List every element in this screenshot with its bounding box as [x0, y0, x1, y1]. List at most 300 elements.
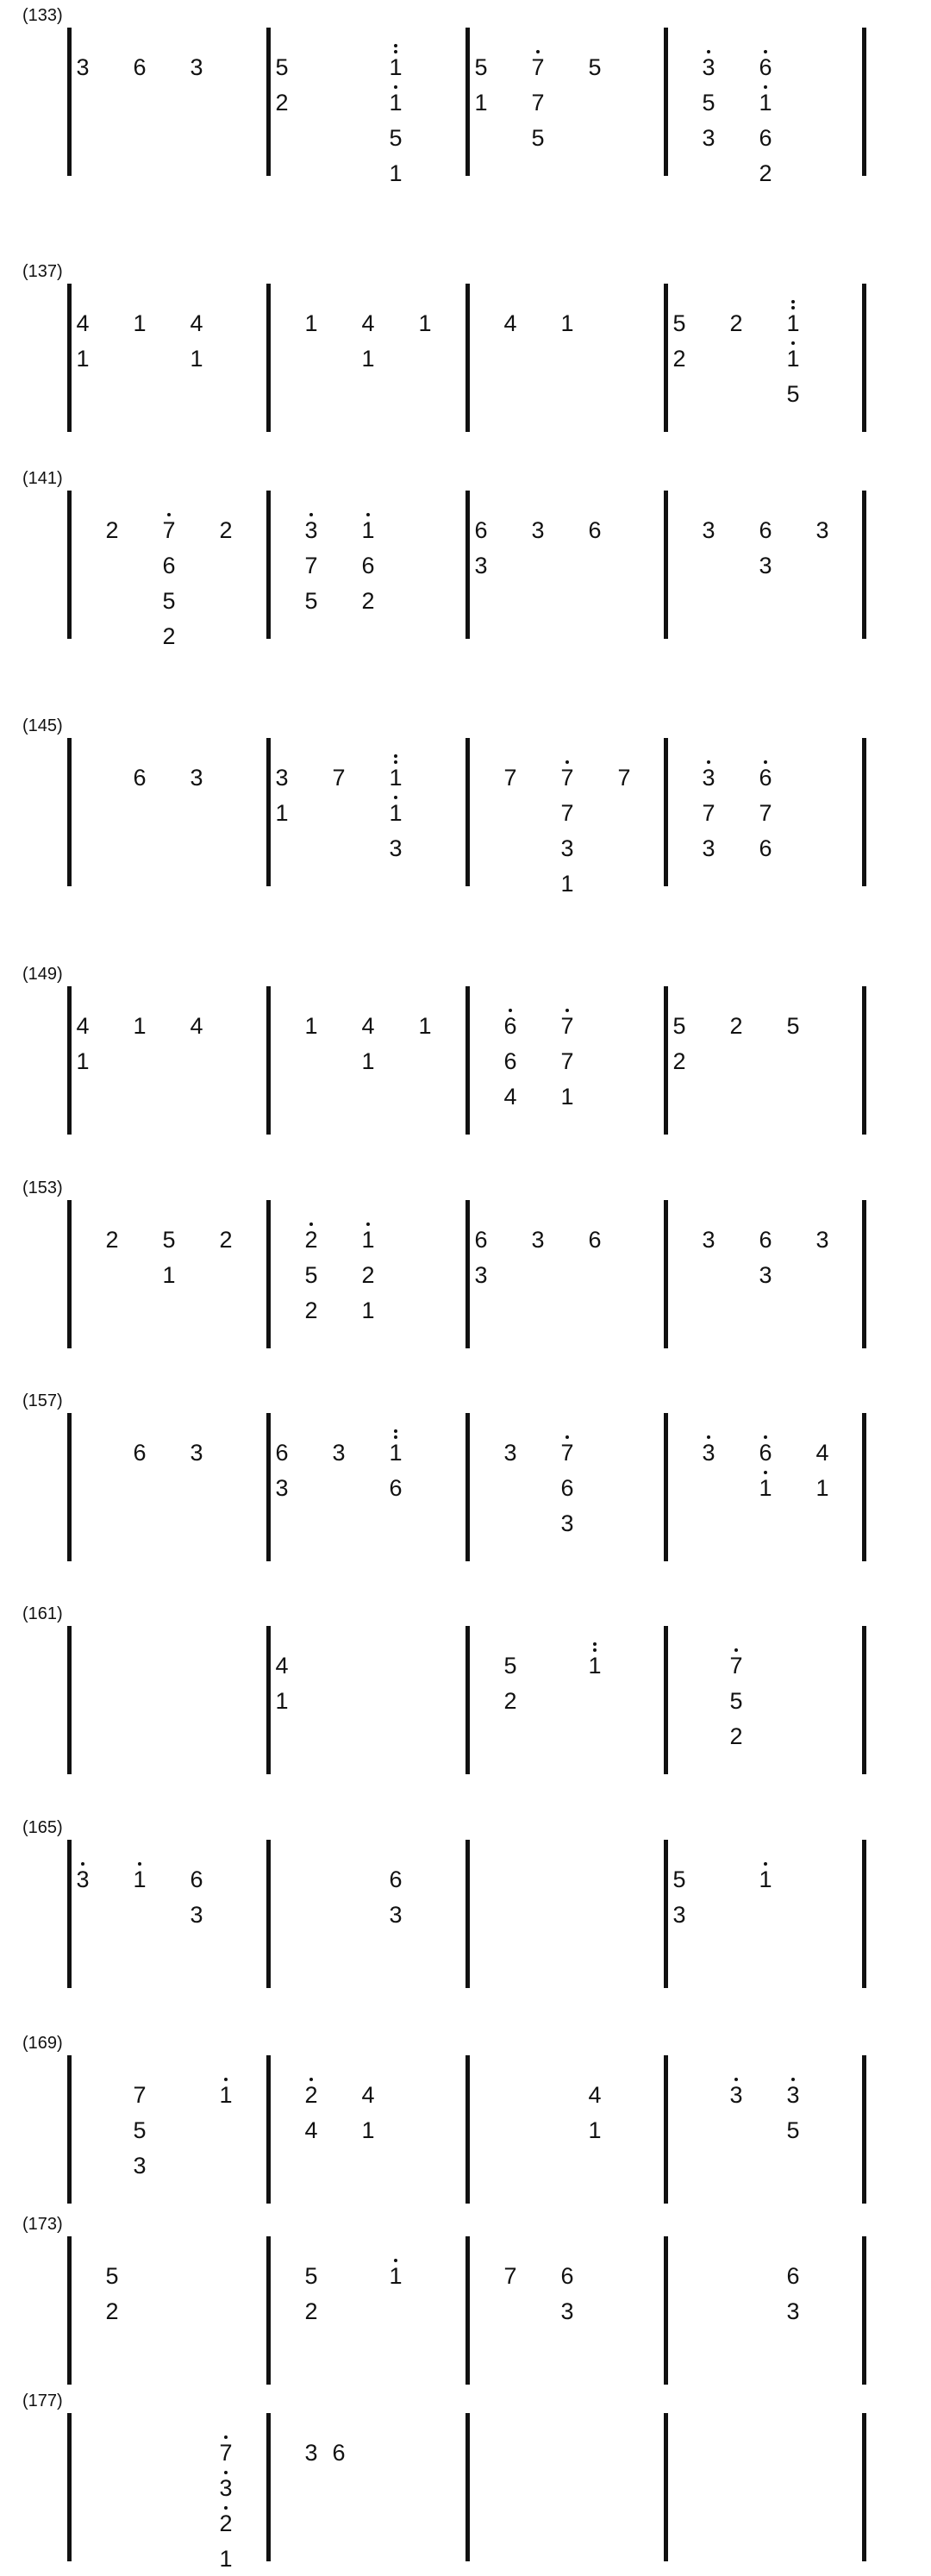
jianpu-note [582, 56, 608, 79]
note-digit: 6 [332, 2440, 346, 2466]
note-digit: 2 [729, 310, 743, 336]
jianpu-note [298, 554, 324, 578]
octave-dot [791, 2078, 795, 2081]
note-digit: 5 [304, 1262, 318, 1288]
note-digit: 6 [759, 125, 772, 151]
measure-number: (137) [22, 262, 63, 281]
jianpu-note [582, 2084, 608, 2107]
note-digit: 2 [162, 623, 176, 649]
note-digit: 3 [702, 1227, 715, 1253]
note-digit: 7 [560, 1048, 574, 1074]
note-digit: 1 [560, 310, 574, 336]
jianpu-note [156, 590, 182, 613]
barline [664, 2055, 668, 2204]
jianpu-note [582, 2119, 608, 2142]
note-digit: 1 [759, 1866, 772, 1892]
barline [266, 1200, 271, 1348]
note-digit: 3 [474, 1262, 488, 1288]
jianpu-note [666, 1868, 692, 1891]
jianpu-note [723, 1690, 749, 1713]
jianpu-note [525, 519, 551, 542]
octave-dot [734, 2078, 738, 2081]
jianpu-note [70, 56, 96, 79]
note-digit: 1 [304, 310, 318, 336]
octave-dot [707, 1435, 710, 1439]
jianpu-note [696, 766, 722, 790]
barline [266, 2055, 271, 2204]
jianpu-note [184, 1015, 209, 1038]
barline [862, 738, 866, 886]
note-digit: 2 [672, 1048, 686, 1074]
jianpu-note [753, 1441, 778, 1465]
note-digit: 7 [531, 54, 545, 80]
note-digit: 5 [786, 2117, 800, 2143]
note-digit: 4 [361, 310, 375, 336]
note-digit: 1 [361, 1227, 375, 1253]
note-digit: 6 [759, 54, 772, 80]
note-digit: 1 [588, 1653, 602, 1679]
note-digit: 4 [503, 310, 517, 336]
jianpu-note [355, 519, 381, 542]
note-digit: 4 [361, 1013, 375, 1039]
note-digit: 7 [617, 765, 631, 791]
note-digit: 4 [304, 2117, 318, 2143]
jianpu-note [298, 2265, 324, 2288]
jianpu-note [468, 56, 494, 79]
barline [664, 491, 668, 639]
note-digit: 4 [503, 1084, 517, 1110]
note-digit: 7 [560, 1013, 574, 1039]
jianpu-note [554, 802, 580, 825]
jianpu-note [269, 802, 295, 825]
note-digit: 1 [389, 54, 403, 80]
note-digit: 1 [275, 1688, 289, 1714]
barline [266, 986, 271, 1135]
note-digit: 3 [729, 2082, 743, 2108]
note-digit: 3 [702, 835, 715, 861]
barline [67, 2413, 72, 2561]
note-digit: 3 [560, 2298, 574, 2324]
jianpu-note [298, 1264, 324, 1287]
jianpu-note [355, 1264, 381, 1287]
note-digit: 4 [76, 310, 90, 336]
barline [466, 284, 470, 432]
jianpu-note [298, 2119, 324, 2142]
jianpu-note [213, 2084, 239, 2107]
barline [466, 738, 470, 886]
note-digit: 1 [76, 346, 90, 372]
note-digit: 5 [503, 1653, 517, 1679]
jianpu-note [554, 1050, 580, 1073]
note-digit: 5 [729, 1688, 743, 1714]
barline [466, 1413, 470, 1561]
jianpu-note [127, 2119, 153, 2142]
octave-dot [764, 1862, 767, 1866]
jianpu-note [723, 2084, 749, 2107]
jianpu-note [127, 312, 153, 335]
jianpu-note [269, 1441, 295, 1465]
barline [862, 284, 866, 432]
jianpu-note [127, 56, 153, 79]
jianpu-note [696, 56, 722, 79]
jianpu-note [525, 127, 551, 150]
jianpu-note [298, 1229, 324, 1252]
note-digit: 6 [389, 1475, 403, 1501]
jianpu-note [780, 2300, 806, 2323]
note-digit: 1 [133, 1866, 147, 1892]
note-digit: 7 [503, 765, 517, 791]
jianpu-note [468, 554, 494, 578]
note-digit: 3 [190, 54, 203, 80]
jianpu-note [184, 1868, 209, 1891]
jianpu-note [383, 1441, 409, 1465]
jianpu-note [383, 91, 409, 115]
note-digit: 2 [729, 1723, 743, 1749]
barline [862, 491, 866, 639]
jianpu-note [298, 1015, 324, 1038]
note-digit: 1 [219, 2082, 233, 2108]
octave-dot [224, 2506, 228, 2510]
jianpu-note [723, 1015, 749, 1038]
octave-dot [138, 1862, 141, 1866]
jianpu-note [184, 1904, 209, 1927]
octave-dot [764, 1435, 767, 1439]
octave-dot [394, 754, 397, 758]
jianpu-note [497, 1441, 523, 1465]
barline [862, 986, 866, 1135]
jianpu-note [70, 1868, 96, 1891]
note-digit: 5 [786, 1013, 800, 1039]
note-digit: 6 [389, 1866, 403, 1892]
barline [266, 491, 271, 639]
barline [664, 1626, 668, 1774]
note-digit: 2 [219, 2510, 233, 2536]
barline [862, 1840, 866, 1988]
octave-dot [394, 796, 397, 799]
note-digit: 5 [389, 125, 403, 151]
octave-dot [764, 1471, 767, 1474]
barline [266, 2236, 271, 2385]
jianpu-note [696, 1441, 722, 1465]
jianpu-note [582, 1229, 608, 1252]
barline [266, 284, 271, 432]
jianpu-note [780, 1015, 806, 1038]
note-digit: 3 [76, 1866, 90, 1892]
note-digit: 2 [105, 517, 119, 543]
note-digit: 1 [418, 310, 432, 336]
jianpu-note [383, 1904, 409, 1927]
note-digit: 6 [759, 1440, 772, 1466]
octave-dot [309, 2078, 313, 2081]
note-digit: 7 [503, 2263, 517, 2289]
jianpu-note [666, 347, 692, 371]
jianpu-note [383, 127, 409, 150]
note-digit: 3 [786, 2298, 800, 2324]
note-digit: 3 [815, 1227, 829, 1253]
jianpu-note [298, 2084, 324, 2107]
jianpu-note [326, 1441, 352, 1465]
jianpu-note [723, 1654, 749, 1678]
barline [862, 2055, 866, 2204]
note-digit: 6 [560, 2263, 574, 2289]
note-digit: 3 [219, 2475, 233, 2501]
jianpu-note [809, 519, 835, 542]
jianpu-note [753, 554, 778, 578]
note-digit: 3 [531, 1227, 545, 1253]
note-digit: 3 [190, 1902, 203, 1928]
jianpu-note [383, 766, 409, 790]
jianpu-note [127, 2154, 153, 2178]
octave-dot [224, 2471, 228, 2474]
jianpu-note [383, 837, 409, 860]
jianpu-note [497, 1690, 523, 1713]
octave-dot [394, 44, 397, 47]
octave-dot [394, 50, 397, 53]
note-digit: 2 [759, 160, 772, 186]
jianpu-note [70, 1015, 96, 1038]
note-digit: 7 [162, 517, 176, 543]
barline [266, 2413, 271, 2561]
note-digit: 3 [389, 835, 403, 861]
jianpu-note [753, 802, 778, 825]
octave-dot [565, 1009, 569, 1012]
note-digit: 7 [219, 2440, 233, 2466]
note-digit: 2 [361, 1262, 375, 1288]
jianpu-note [326, 766, 352, 790]
note-digit: 1 [275, 800, 289, 826]
octave-dot [565, 760, 569, 764]
note-digit: 1 [361, 346, 375, 372]
note-digit: 3 [759, 1262, 772, 1288]
measure-number: (141) [22, 469, 63, 488]
jianpu-note [809, 1477, 835, 1500]
jianpu-note [156, 554, 182, 578]
barline [266, 1840, 271, 1988]
jianpu-note [127, 1868, 153, 1891]
note-digit: 3 [275, 1475, 289, 1501]
note-digit: 7 [133, 2082, 147, 2108]
jianpu-note [383, 1477, 409, 1500]
note-digit: 2 [729, 1013, 743, 1039]
jianpu-note [298, 2442, 324, 2465]
note-digit: 1 [361, 517, 375, 543]
measure-number: (177) [22, 2392, 63, 2410]
jianpu-note [468, 1264, 494, 1287]
note-digit: 5 [672, 1013, 686, 1039]
jianpu-note [99, 519, 125, 542]
note-digit: 6 [786, 2263, 800, 2289]
jianpu-note [696, 837, 722, 860]
jianpu-note [696, 127, 722, 150]
barline [466, 986, 470, 1135]
note-digit: 1 [759, 90, 772, 116]
barline [466, 1840, 470, 1988]
octave-dot [366, 513, 370, 516]
note-digit: 6 [759, 835, 772, 861]
jianpu-note [554, 837, 580, 860]
note-digit: 6 [361, 553, 375, 578]
jianpu-note [696, 802, 722, 825]
jianpu-note [156, 1264, 182, 1287]
note-digit: 2 [304, 1297, 318, 1323]
jianpu-note [780, 2084, 806, 2107]
octave-dot [565, 1435, 569, 1439]
jianpu-note [326, 2442, 352, 2465]
jianpu-note [213, 2442, 239, 2465]
octave-dot [309, 1222, 313, 1226]
octave-dot [309, 513, 313, 516]
note-digit: 5 [105, 2263, 119, 2289]
note-digit: 1 [389, 2263, 403, 2289]
note-digit: 6 [190, 1866, 203, 1892]
jianpu-note [753, 1229, 778, 1252]
note-digit: 6 [759, 765, 772, 791]
note-digit: 6 [275, 1440, 289, 1466]
note-digit: 5 [672, 1866, 686, 1892]
jianpu-note [497, 1015, 523, 1038]
note-digit: 7 [332, 765, 346, 791]
jianpu-note [156, 625, 182, 648]
note-digit: 6 [588, 1227, 602, 1253]
note-digit: 2 [304, 1227, 318, 1253]
jianpu-note [666, 1050, 692, 1073]
octave-dot [593, 1642, 597, 1646]
note-digit: 1 [76, 1048, 90, 1074]
note-digit: 3 [190, 1440, 203, 1466]
jianpu-note [213, 1229, 239, 1252]
measure-number: (161) [22, 1604, 63, 1623]
barline [67, 1200, 72, 1348]
note-digit: 2 [219, 1227, 233, 1253]
note-digit: 3 [332, 1440, 346, 1466]
note-digit: 7 [531, 90, 545, 116]
barline [67, 1626, 72, 1774]
jianpu-note [666, 312, 692, 335]
note-digit: 7 [729, 1653, 743, 1679]
barline [664, 1200, 668, 1348]
note-digit: 1 [560, 1084, 574, 1110]
octave-dot [734, 1648, 738, 1652]
note-digit: 1 [133, 310, 147, 336]
note-digit: 6 [588, 517, 602, 543]
barline [67, 1840, 72, 1988]
note-digit: 5 [162, 1227, 176, 1253]
note-digit: 4 [190, 1013, 203, 1039]
jianpu-note [383, 56, 409, 79]
note-digit: 2 [503, 1688, 517, 1714]
barline [862, 1413, 866, 1561]
jianpu-note [696, 1229, 722, 1252]
measure-number: (173) [22, 2215, 63, 2234]
note-digit: 1 [219, 2546, 233, 2572]
jianpu-note [753, 127, 778, 150]
note-digit: 1 [815, 1475, 829, 1501]
jianpu-note [554, 312, 580, 335]
octave-dot [394, 2259, 397, 2262]
note-digit: 6 [560, 1475, 574, 1501]
jianpu-note [127, 766, 153, 790]
note-digit: 6 [133, 54, 147, 80]
note-digit: 6 [133, 765, 147, 791]
octave-dot [707, 760, 710, 764]
jianpu-note [269, 1654, 295, 1678]
note-digit: 1 [588, 2117, 602, 2143]
note-digit: 3 [815, 517, 829, 543]
note-digit: 2 [304, 2298, 318, 2324]
jianpu-note [269, 1690, 295, 1713]
note-digit: 1 [389, 765, 403, 791]
note-digit: 3 [786, 2082, 800, 2108]
jianpu-note [355, 554, 381, 578]
note-digit: 4 [815, 1440, 829, 1466]
note-digit: 5 [672, 310, 686, 336]
jianpu-note [525, 56, 551, 79]
jianpu-note [269, 766, 295, 790]
barline [67, 28, 72, 176]
barline [67, 738, 72, 886]
octave-dot [764, 50, 767, 53]
jianpu-note [213, 2477, 239, 2500]
jianpu-note [298, 519, 324, 542]
note-digit: 3 [304, 2440, 318, 2466]
jianpu-note [666, 1904, 692, 1927]
jianpu-note [780, 383, 806, 406]
measure-number: (149) [22, 965, 63, 984]
note-digit: 3 [702, 1440, 715, 1466]
note-digit: 4 [275, 1653, 289, 1679]
jianpu-note [213, 2512, 239, 2535]
jianpu-note [269, 56, 295, 79]
note-digit: 3 [503, 1440, 517, 1466]
jianpu-note [753, 1477, 778, 1500]
jianpu-note [269, 91, 295, 115]
note-digit: 6 [503, 1048, 517, 1074]
jianpu-note [70, 347, 96, 371]
note-digit: 5 [275, 54, 289, 80]
note-digit: 2 [672, 346, 686, 372]
note-digit: 4 [588, 2082, 602, 2108]
jianpu-note [184, 56, 209, 79]
note-digit: 3 [474, 553, 488, 578]
octave-dot [791, 300, 795, 303]
measure-number: (165) [22, 1818, 63, 1837]
note-digit: 3 [560, 1510, 574, 1536]
barline [466, 2413, 470, 2561]
octave-dot [791, 306, 795, 309]
jianpu-note [554, 766, 580, 790]
note-digit: 7 [560, 1440, 574, 1466]
note-digit: 5 [588, 54, 602, 80]
barline [466, 2236, 470, 2385]
note-digit: 1 [162, 1262, 176, 1288]
note-digit: 3 [304, 517, 318, 543]
jianpu-note [809, 1229, 835, 1252]
jianpu-note [497, 766, 523, 790]
jianpu-note [127, 1015, 153, 1038]
octave-dot [764, 85, 767, 89]
note-digit: 1 [133, 1013, 147, 1039]
note-digit: 4 [76, 1013, 90, 1039]
octave-dot [394, 760, 397, 764]
note-digit: 2 [105, 1227, 119, 1253]
jianpu-note [497, 312, 523, 335]
measure-number: (169) [22, 2034, 63, 2053]
jianpu-note [355, 1015, 381, 1038]
barline [67, 2236, 72, 2385]
jianpu-note [582, 519, 608, 542]
note-digit: 5 [162, 588, 176, 614]
jianpu-note [554, 1477, 580, 1500]
